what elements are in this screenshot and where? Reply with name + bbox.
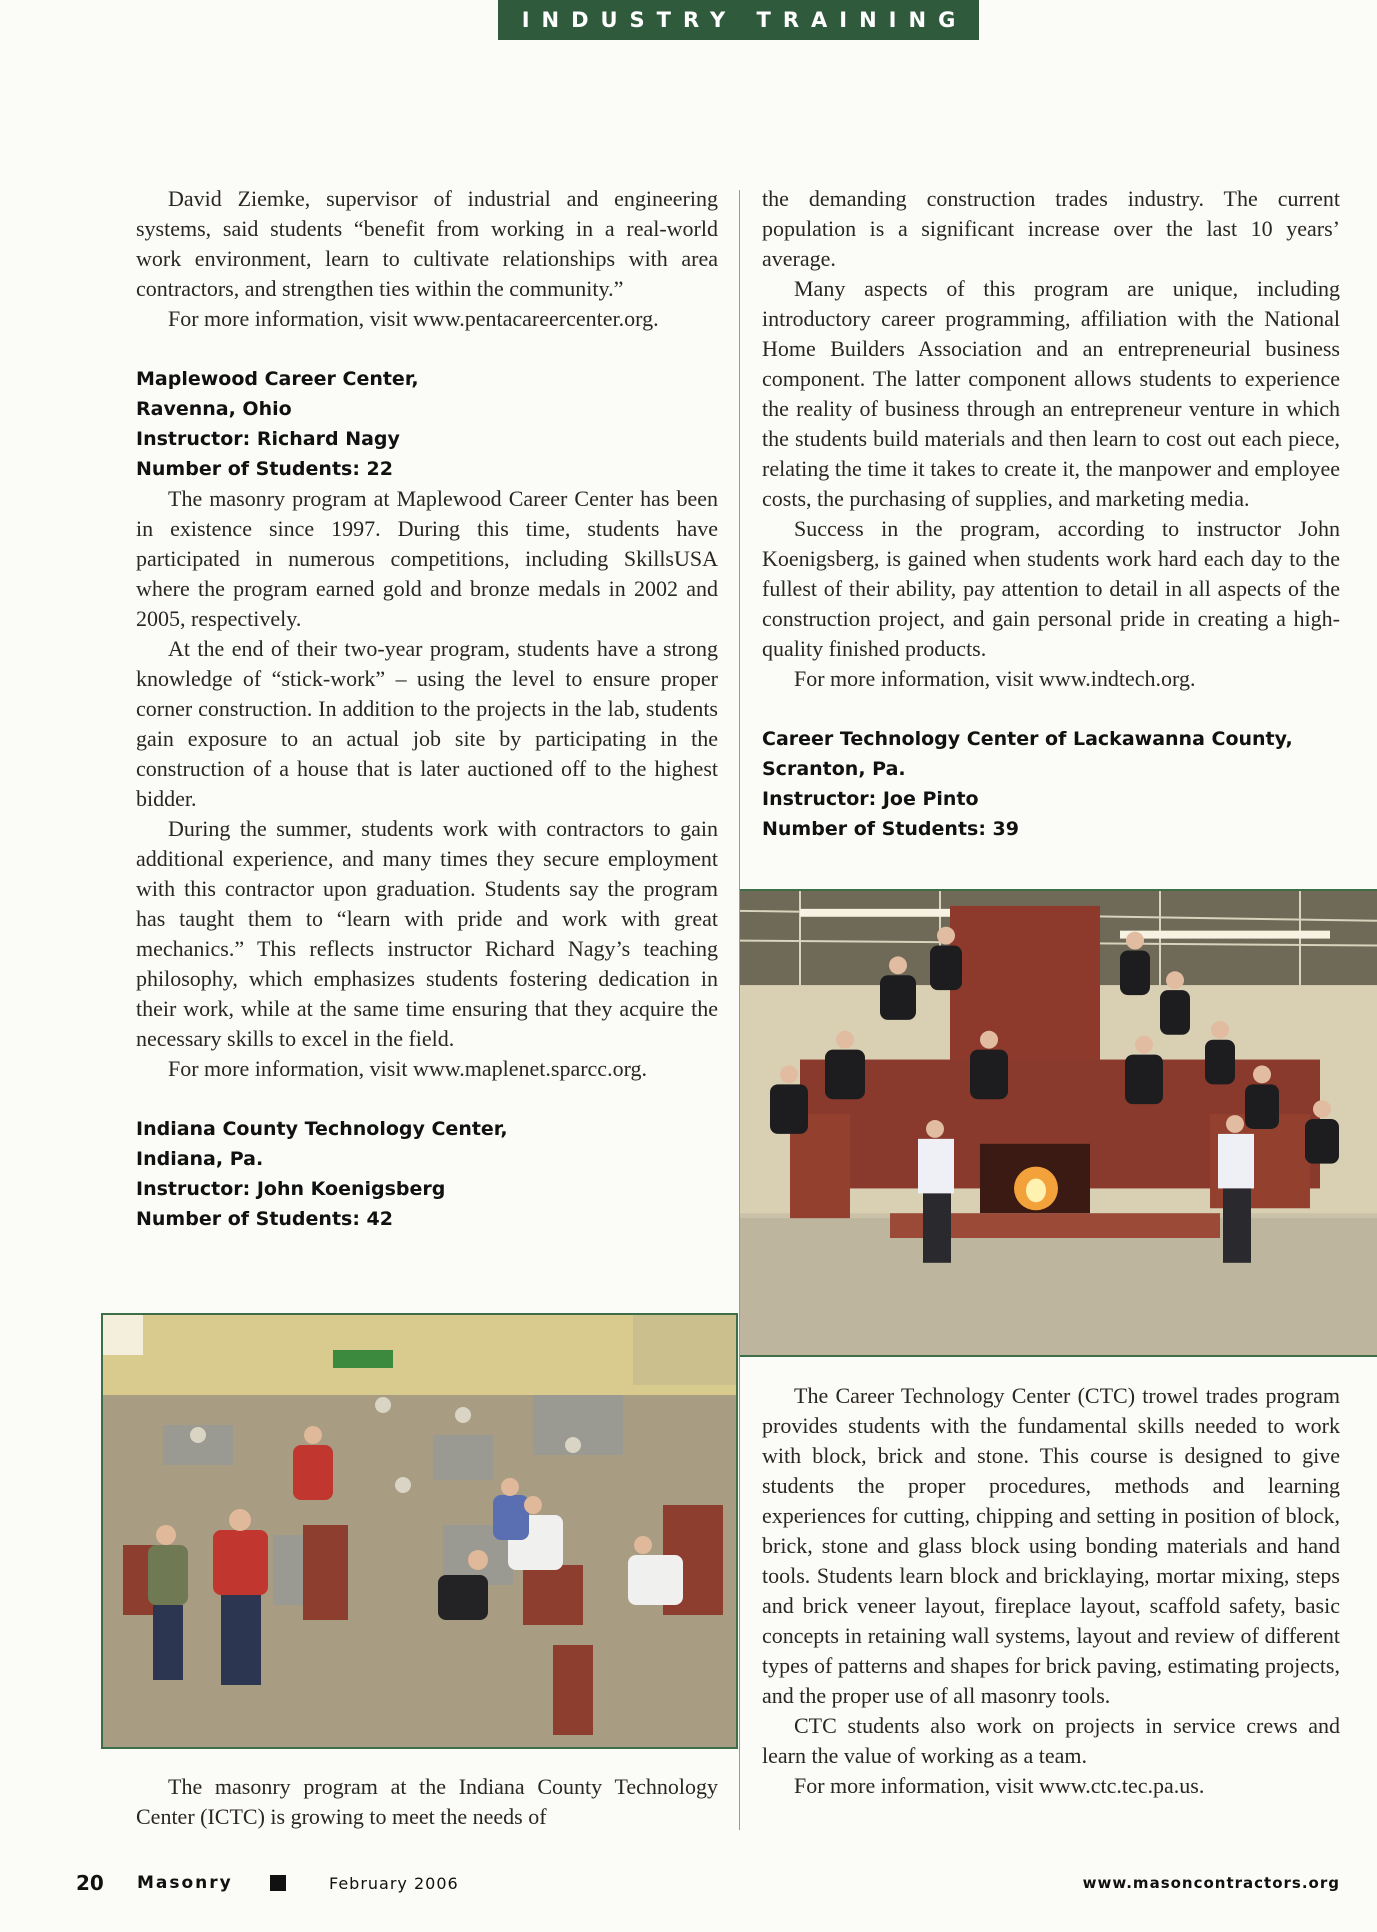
- lackawanna-name: Career Technology Center of Lackawanna County,: [762, 728, 1293, 750]
- footer-website: www.masoncontractors.org: [1082, 1874, 1340, 1892]
- maplewood-paragraph-3: During the summer, students work with contractors to gain additional experience, and many times they secure employment with this contractor upon graduation. Students say the program has taught them to “learn with pride and work with great mechanics.” This reflects instructor Richard Nagy’s teaching philosophy, which emphasizes students fostering dedication in their work, while at the same time ensuring that they acquire the necessary skills to excel in the field.: [136, 816, 718, 1051]
- section-banner: INDUSTRY TRAINING: [498, 0, 979, 40]
- left-column-lower: [136, 1772, 718, 1832]
- square-bullet-icon: [270, 1875, 286, 1891]
- indiana-paragraph-3: Success in the program, according to instructor John Koenigsberg, is gained when students work hard each day to the fullest of their ability, pay attention to detail in all aspects of the construction project, and gain personal pride in creating a high-quality finished products.: [762, 516, 1340, 661]
- lackawanna-instructor: Instructor: Joe Pinto: [762, 788, 979, 810]
- fireplace-group-photo: [740, 889, 1377, 1357]
- indiana-heading: [136, 1114, 718, 1234]
- maplewood-paragraph-2: At the end of their two-year program, students have a strong knowledge of “stick-work” – using the level to ensure proper corner construction. In addition to the projects in the lab, students gain exposure to an actual job site by participating in the construction of a house that is later auctioned off to the highest bidder.: [136, 636, 718, 811]
- left-column: [136, 184, 718, 1234]
- indiana-location: Indiana, Pa.: [136, 1148, 264, 1170]
- lackawanna-paragraph-2: CTC students also work on projects in service crews and learn the value of working as a team.: [762, 1713, 1340, 1768]
- lackawanna-location: Scranton, Pa.: [762, 758, 906, 780]
- indiana-paragraph-1: The masonry program at the Indiana County Technology Center (ICTC) is growing to meet the needs of: [136, 1774, 718, 1829]
- indiana-info-link: For more information, visit www.indtech.org.: [794, 666, 1196, 691]
- lackawanna-info-link: For more information, visit www.ctc.tec.pa.us.: [794, 1773, 1205, 1798]
- maplewood-name: Maplewood Career Center,: [136, 368, 419, 390]
- maplewood-instructor: Instructor: Richard Nagy: [136, 428, 400, 450]
- page-number: 20: [76, 1871, 104, 1895]
- maplewood-students: Number of Students: 22: [136, 458, 393, 480]
- page-footer: [76, 1871, 1340, 1901]
- maplewood-info-link: For more information, visit www.maplenet.sparcc.org.: [168, 1056, 648, 1081]
- indiana-paragraph-2: Many aspects of this program are unique, including introductory career programming, affiliation with the National Home Builders Association and an entrepreneurial business component. The latter component allows students to experience the reality of business through an entrepreneur venture in which the students build materials and then learn to cost out each piece, relating the time it takes to create it, the manpower and employee costs, the purchasing of supplies, and marketing media.: [762, 276, 1340, 511]
- lackawanna-heading: [762, 724, 1340, 844]
- lackawanna-students: Number of Students: 39: [762, 818, 1019, 840]
- magazine-name: Masonry: [137, 1873, 233, 1893]
- indiana-paragraph-continued: the demanding construction trades industry. The current population is a significant increase over the last 10 years’ average.: [762, 186, 1340, 271]
- indiana-name: Indiana County Technology Center,: [136, 1118, 508, 1140]
- ziemke-quote-paragraph: David Ziemke, supervisor of industrial and engineering systems, said students “benefit from working in a real-world work environment, learn to cultivate relationships with area contractors, and strengthen ties within the community.”: [136, 186, 718, 301]
- maplewood-location: Ravenna, Ohio: [136, 398, 292, 420]
- indiana-students: Number of Students: 42: [136, 1208, 393, 1230]
- maplewood-paragraph-1: The masonry program at Maplewood Career Center has been in existence since 1997. During this time, students have participated in numerous competitions, including SkillsUSA where the program earned gold and bronze medals in 2002 and 2005, respectively.: [136, 486, 718, 631]
- penta-info-link: For more information, visit www.pentacareercenter.org.: [168, 306, 659, 331]
- lackawanna-paragraph-1: The Career Technology Center (CTC) trowel trades program provides students with the fundamental skills needed to work with block, brick and stone. This course is designed to give students the proper procedures, methods and learning experiences for cutting, chipping and setting in position of block, brick, stone and glass block using bonding materials and hand tools. Students learn block and bricklaying, mortar mixing, steps and brick veneer layout, fireplace layout, scaffold safety, basic concepts in retaining wall systems, layout and review of different types of patterns and shapes for brick paving, estimating projects, and the proper use of all masonry tools.: [762, 1383, 1340, 1708]
- issue-date: February 2006: [329, 1874, 459, 1893]
- masonry-workshop-photo: [101, 1313, 738, 1749]
- maplewood-heading: [136, 364, 718, 484]
- right-column-lower: [762, 1381, 1340, 1801]
- indiana-instructor: Instructor: John Koenigsberg: [136, 1178, 446, 1200]
- right-column: [762, 184, 1340, 844]
